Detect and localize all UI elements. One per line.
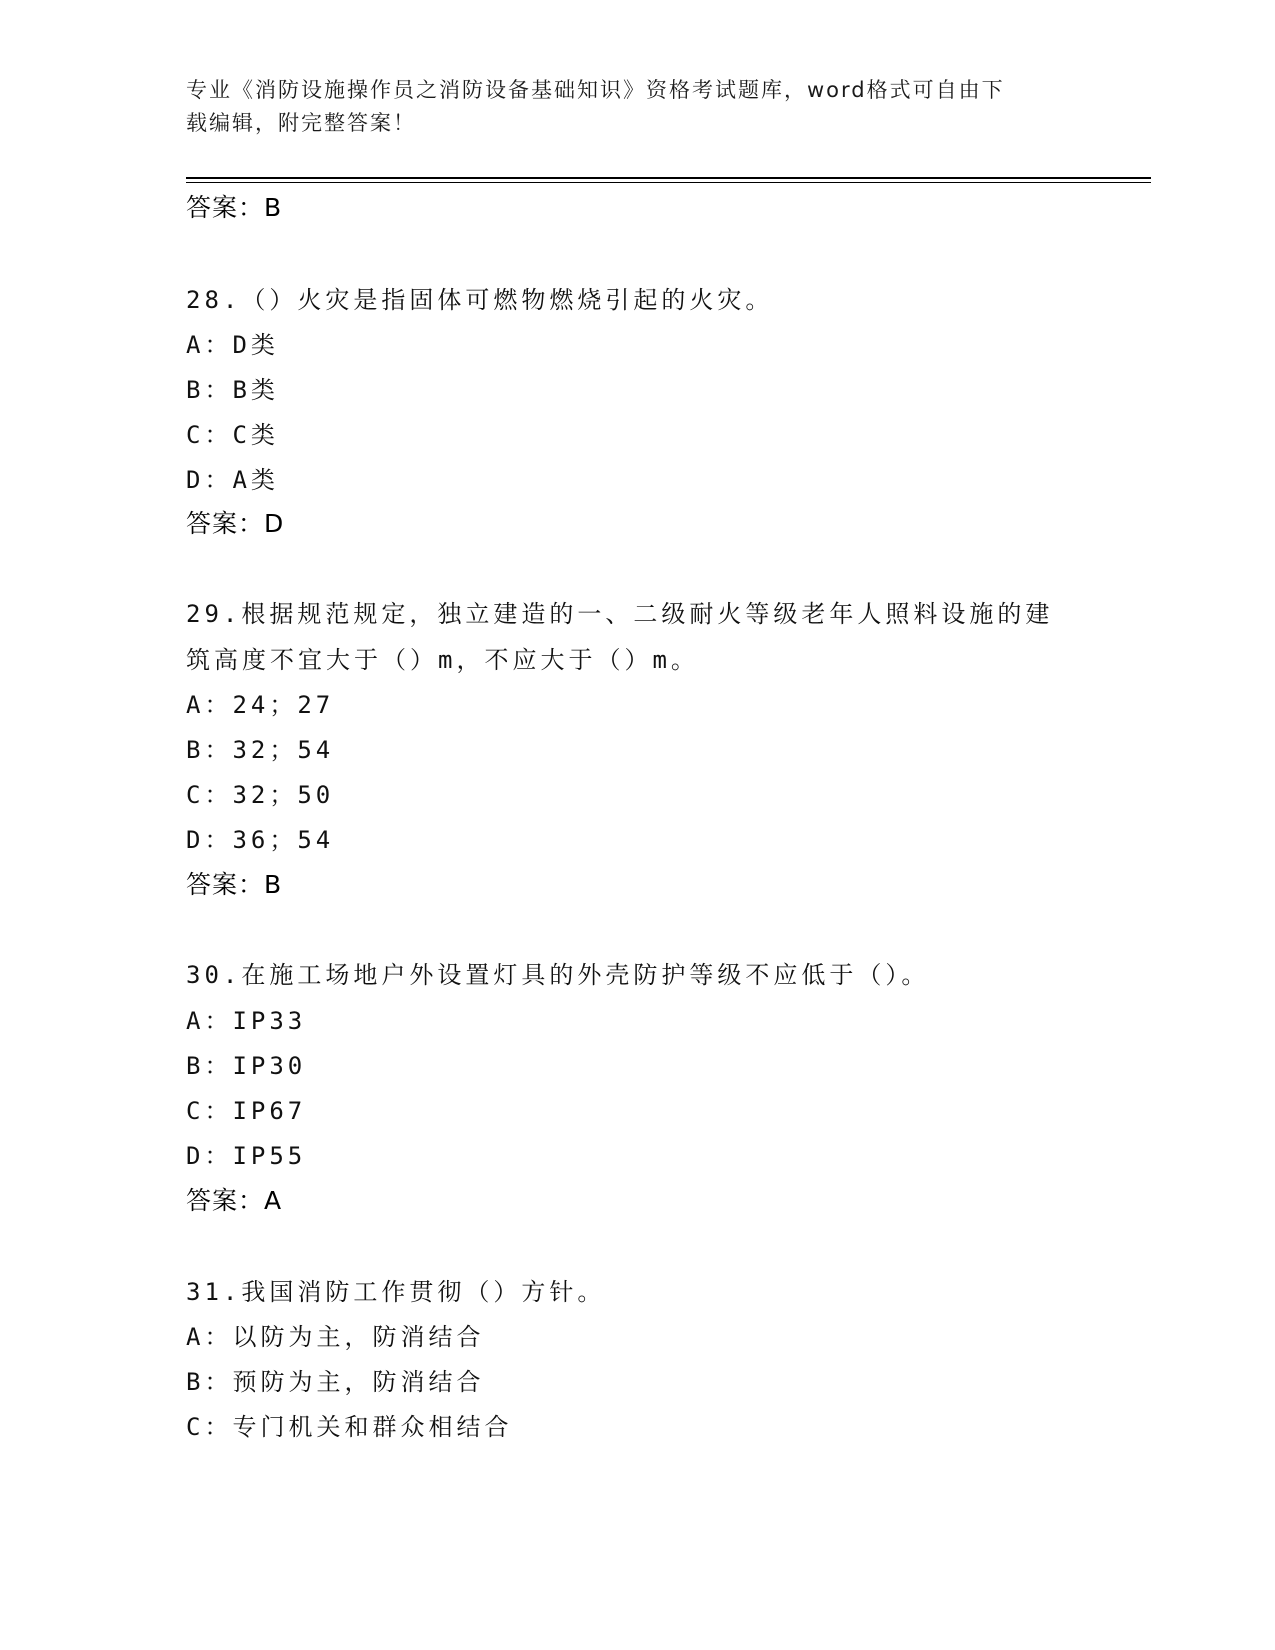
question-29-stem-line-2: 筑高度不宜大于（）m，不应大于（）m。 (186, 646, 699, 674)
question-28-option-d: D：A类 (186, 466, 279, 494)
answer-29: 答案：B (186, 870, 283, 899)
answer-28: 答案：D (186, 509, 285, 538)
question-30-option-a: A：IP33 (186, 1007, 307, 1035)
header-line-1: 专业《消防设施操作员之消防设备基础知识》资格考试题库，word格式可自由下 (186, 78, 1005, 102)
question-29-option-c: C：32；50 (186, 781, 335, 809)
question-30-option-c: C：IP67 (186, 1097, 307, 1125)
question-29-option-d: D：36；54 (186, 826, 335, 854)
header-line-2: 载编辑，附完整答案！ (186, 111, 416, 135)
question-30-option-b: B：IP30 (186, 1052, 307, 1080)
question-28-option-c: C：C类 (186, 421, 279, 449)
question-29-stem-line-1: 29.根据规范规定，独立建造的一、二级耐火等级老年人照料设施的建 (186, 600, 1054, 628)
question-29-option-a: A：24；27 (186, 691, 335, 719)
question-30-stem: 30.在施工场地户外设置灯具的外壳防护等级不应低于（）。 (186, 961, 930, 989)
question-29-option-b: B：32；54 (186, 736, 335, 764)
question-31-stem: 31.我国消防工作贯彻（）方针。 (186, 1278, 606, 1306)
question-31-option-b: B：预防为主，防消结合 (186, 1368, 485, 1396)
question-28-option-a: A：D类 (186, 331, 279, 359)
question-31-option-a: A：以防为主，防消结合 (186, 1323, 485, 1351)
header-rule-thick (186, 177, 1151, 179)
question-31-option-c: C：专门机关和群众相结合 (186, 1413, 513, 1441)
question-28-stem: 28.（）火灾是指固体可燃物燃烧引起的火灾。 (186, 286, 774, 314)
header-rule-thin (186, 182, 1151, 183)
question-30-option-d: D：IP55 (186, 1142, 307, 1170)
question-28-option-b: B：B类 (186, 376, 279, 404)
answer-30: 答案：A (186, 1186, 283, 1215)
document-header (186, 74, 1066, 140)
answer-27: 答案：B (186, 193, 283, 222)
